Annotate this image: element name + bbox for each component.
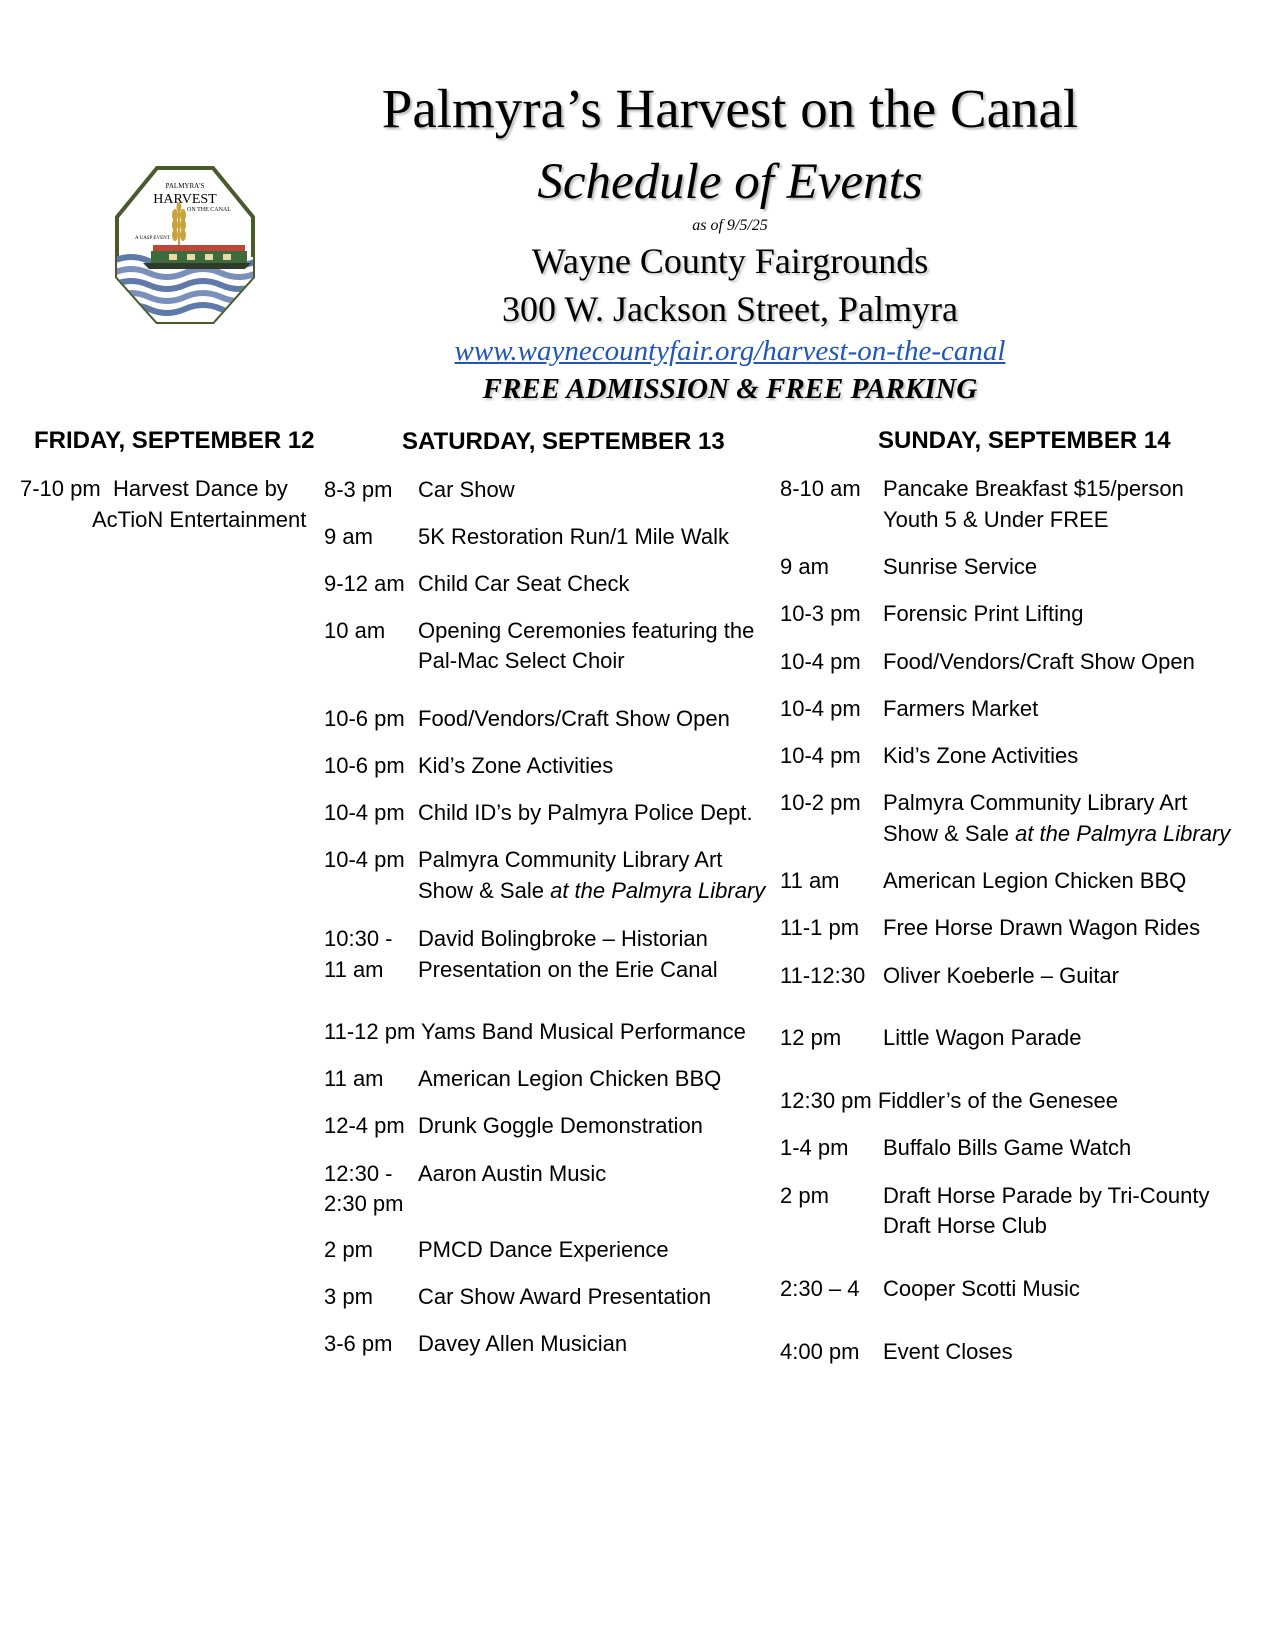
event-time: 11-12 pm xyxy=(324,1019,416,1044)
event-desc: Food/Vendors/Craft Show Open xyxy=(418,706,730,731)
event-location-italic: at the Palmyra Library xyxy=(1015,821,1231,846)
logo-main-text: HARVEST xyxy=(153,192,217,207)
admission-note: FREE ADMISSION & FREE PARKING xyxy=(482,373,978,405)
venue-address: 300 W. Jackson Street, Palmyra xyxy=(502,289,958,329)
event-time-line2: 11 am xyxy=(324,957,384,982)
event-time: 10-3 pm xyxy=(780,601,861,626)
friday-event xyxy=(20,473,288,505)
event-time: 10-4 pm xyxy=(324,800,405,825)
event-desc: 5K Restoration Run/1 Mile Walk xyxy=(418,524,729,549)
event-desc: PMCD Dance Experience xyxy=(418,1237,669,1262)
event-desc: Fiddler’s of the Genesee xyxy=(877,1088,1118,1113)
friday-event-desc-cont: AcTioN Entertainment xyxy=(92,507,307,532)
event-desc: Cooper Scotti Music xyxy=(883,1276,1080,1301)
event-desc: Little Wagon Parade xyxy=(883,1025,1082,1050)
event-time: 10-4 pm xyxy=(780,696,861,721)
as-of-date: as of 9/5/25 xyxy=(692,217,768,234)
event-desc-line2: Pal-Mac Select Choir xyxy=(418,648,625,673)
event-desc: Kid’s Zone Activities xyxy=(883,743,1079,768)
event-desc: Child Car Seat Check xyxy=(418,571,630,596)
event-time: 10-6 pm xyxy=(324,706,405,731)
saturday-heading: SATURDAY, SEPTEMBER 13 xyxy=(402,428,725,455)
page-subtitle: Schedule of Events xyxy=(537,154,923,210)
event-time: 11 am xyxy=(324,1066,384,1091)
event-time: 3 pm xyxy=(324,1284,373,1309)
event-desc: Aaron Austin Music xyxy=(418,1161,607,1186)
event-desc: Buffalo Bills Game Watch xyxy=(883,1135,1132,1160)
harvest-logo-graphic xyxy=(113,165,257,325)
event-time: 12 pm xyxy=(780,1025,842,1050)
event-time: 12:30 pm xyxy=(780,1088,872,1113)
event-desc: Draft Horse Parade by Tri-County xyxy=(883,1183,1210,1208)
event-time: 10-6 pm xyxy=(324,753,405,778)
event-time: 11 am xyxy=(780,868,840,893)
event-time: 11-1 pm xyxy=(780,915,860,940)
event-time: 3-6 pm xyxy=(324,1331,393,1356)
event-desc: Child ID’s by Palmyra Police Dept. xyxy=(418,800,753,825)
event-desc: Car Show Award Presentation xyxy=(418,1284,712,1309)
event-desc: American Legion Chicken BBQ xyxy=(883,868,1187,893)
event-time: 7-10 pm xyxy=(20,476,101,501)
event-time: 10 am xyxy=(324,618,386,643)
event-desc-line2: Youth 5 & Under FREE xyxy=(883,507,1109,532)
event-desc: Palmyra Community Library Art xyxy=(418,847,723,872)
venue-name: Wayne County Fairgrounds xyxy=(531,241,929,281)
event-time: 9 am xyxy=(780,554,829,579)
event-desc: Davey Allen Musician xyxy=(418,1331,628,1356)
event-desc-line2 xyxy=(418,875,765,907)
logo-sub-text: ON THE CANAL xyxy=(187,207,231,213)
logo-top-text: PALMYRA'S xyxy=(165,182,205,190)
event-desc: Car Show xyxy=(418,477,515,502)
event-desc: Opening Ceremonies featuring the xyxy=(418,618,755,643)
event-desc-line2: Draft Horse Club xyxy=(883,1213,1047,1238)
canal-boat-icon xyxy=(143,245,251,269)
event-desc: Oliver Koeberle – Guitar xyxy=(883,963,1119,988)
event-time: 8-3 pm xyxy=(324,477,393,502)
event-desc-plain: Show & Sale xyxy=(418,878,544,903)
event-desc: Kid’s Zone Activities xyxy=(418,753,614,778)
event-time: 9-12 am xyxy=(324,571,405,596)
event-time: 12:30 - xyxy=(324,1161,393,1186)
event-time: 11-12:30 xyxy=(780,963,866,988)
event-desc: American Legion Chicken BBQ xyxy=(418,1066,722,1091)
saturday-event xyxy=(324,1016,746,1048)
event-desc: Harvest Dance by xyxy=(112,476,288,501)
event-time: 10-4 pm xyxy=(780,649,861,674)
website-link[interactable]: www.waynecountyfair.org/harvest-on-the-canal xyxy=(454,335,1006,367)
event-desc: David Bolingbroke – Historian xyxy=(418,926,708,951)
event-desc: Yams Band Musical Performance xyxy=(421,1019,746,1044)
event-time: 10-4 pm xyxy=(780,743,861,768)
event-desc-line2 xyxy=(883,818,1230,850)
event-time: 2:30 – 4 xyxy=(780,1276,860,1301)
event-desc: Forensic Print Lifting xyxy=(883,601,1084,626)
page-title: Palmyra’s Harvest on the Canal xyxy=(381,78,1079,139)
event-location-italic: at the Palmyra Library xyxy=(550,878,766,903)
event-time: 2 pm xyxy=(780,1183,829,1208)
sunday-event xyxy=(780,1085,1118,1117)
sunday-heading: SUNDAY, SEPTEMBER 14 xyxy=(878,427,1171,454)
event-desc: Drunk Goggle Demonstration xyxy=(418,1113,703,1138)
event-desc: Farmers Market xyxy=(883,696,1039,721)
event-time: 9 am xyxy=(324,524,373,549)
event-desc-plain: Show & Sale xyxy=(883,821,1009,846)
event-time: 4:00 pm xyxy=(780,1339,860,1364)
logo-side-text: A UASP EVENT xyxy=(135,236,170,241)
event-desc: Food/Vendors/Craft Show Open xyxy=(883,649,1195,674)
event-time: 10:30 - xyxy=(324,926,393,951)
event-desc-line2: Presentation on the Erie Canal xyxy=(418,957,718,982)
event-desc: Free Horse Drawn Wagon Rides xyxy=(883,915,1201,940)
event-time: 10-2 pm xyxy=(780,790,861,815)
event-time: 8-10 am xyxy=(780,476,861,501)
event-time: 12-4 pm xyxy=(324,1113,405,1138)
event-desc: Pancake Breakfast $15/person xyxy=(883,476,1184,501)
event-time: 10-4 pm xyxy=(324,847,405,872)
event-time: 2 pm xyxy=(324,1237,373,1262)
event-desc: Palmyra Community Library Art xyxy=(883,790,1188,815)
event-desc: Sunrise Service xyxy=(883,554,1038,579)
friday-heading: FRIDAY, SEPTEMBER 12 xyxy=(34,427,315,454)
event-desc: Event Closes xyxy=(883,1339,1013,1364)
event-time: 1-4 pm xyxy=(780,1135,849,1160)
event-time-line2: 2:30 pm xyxy=(324,1191,404,1216)
event-logo xyxy=(113,165,257,325)
